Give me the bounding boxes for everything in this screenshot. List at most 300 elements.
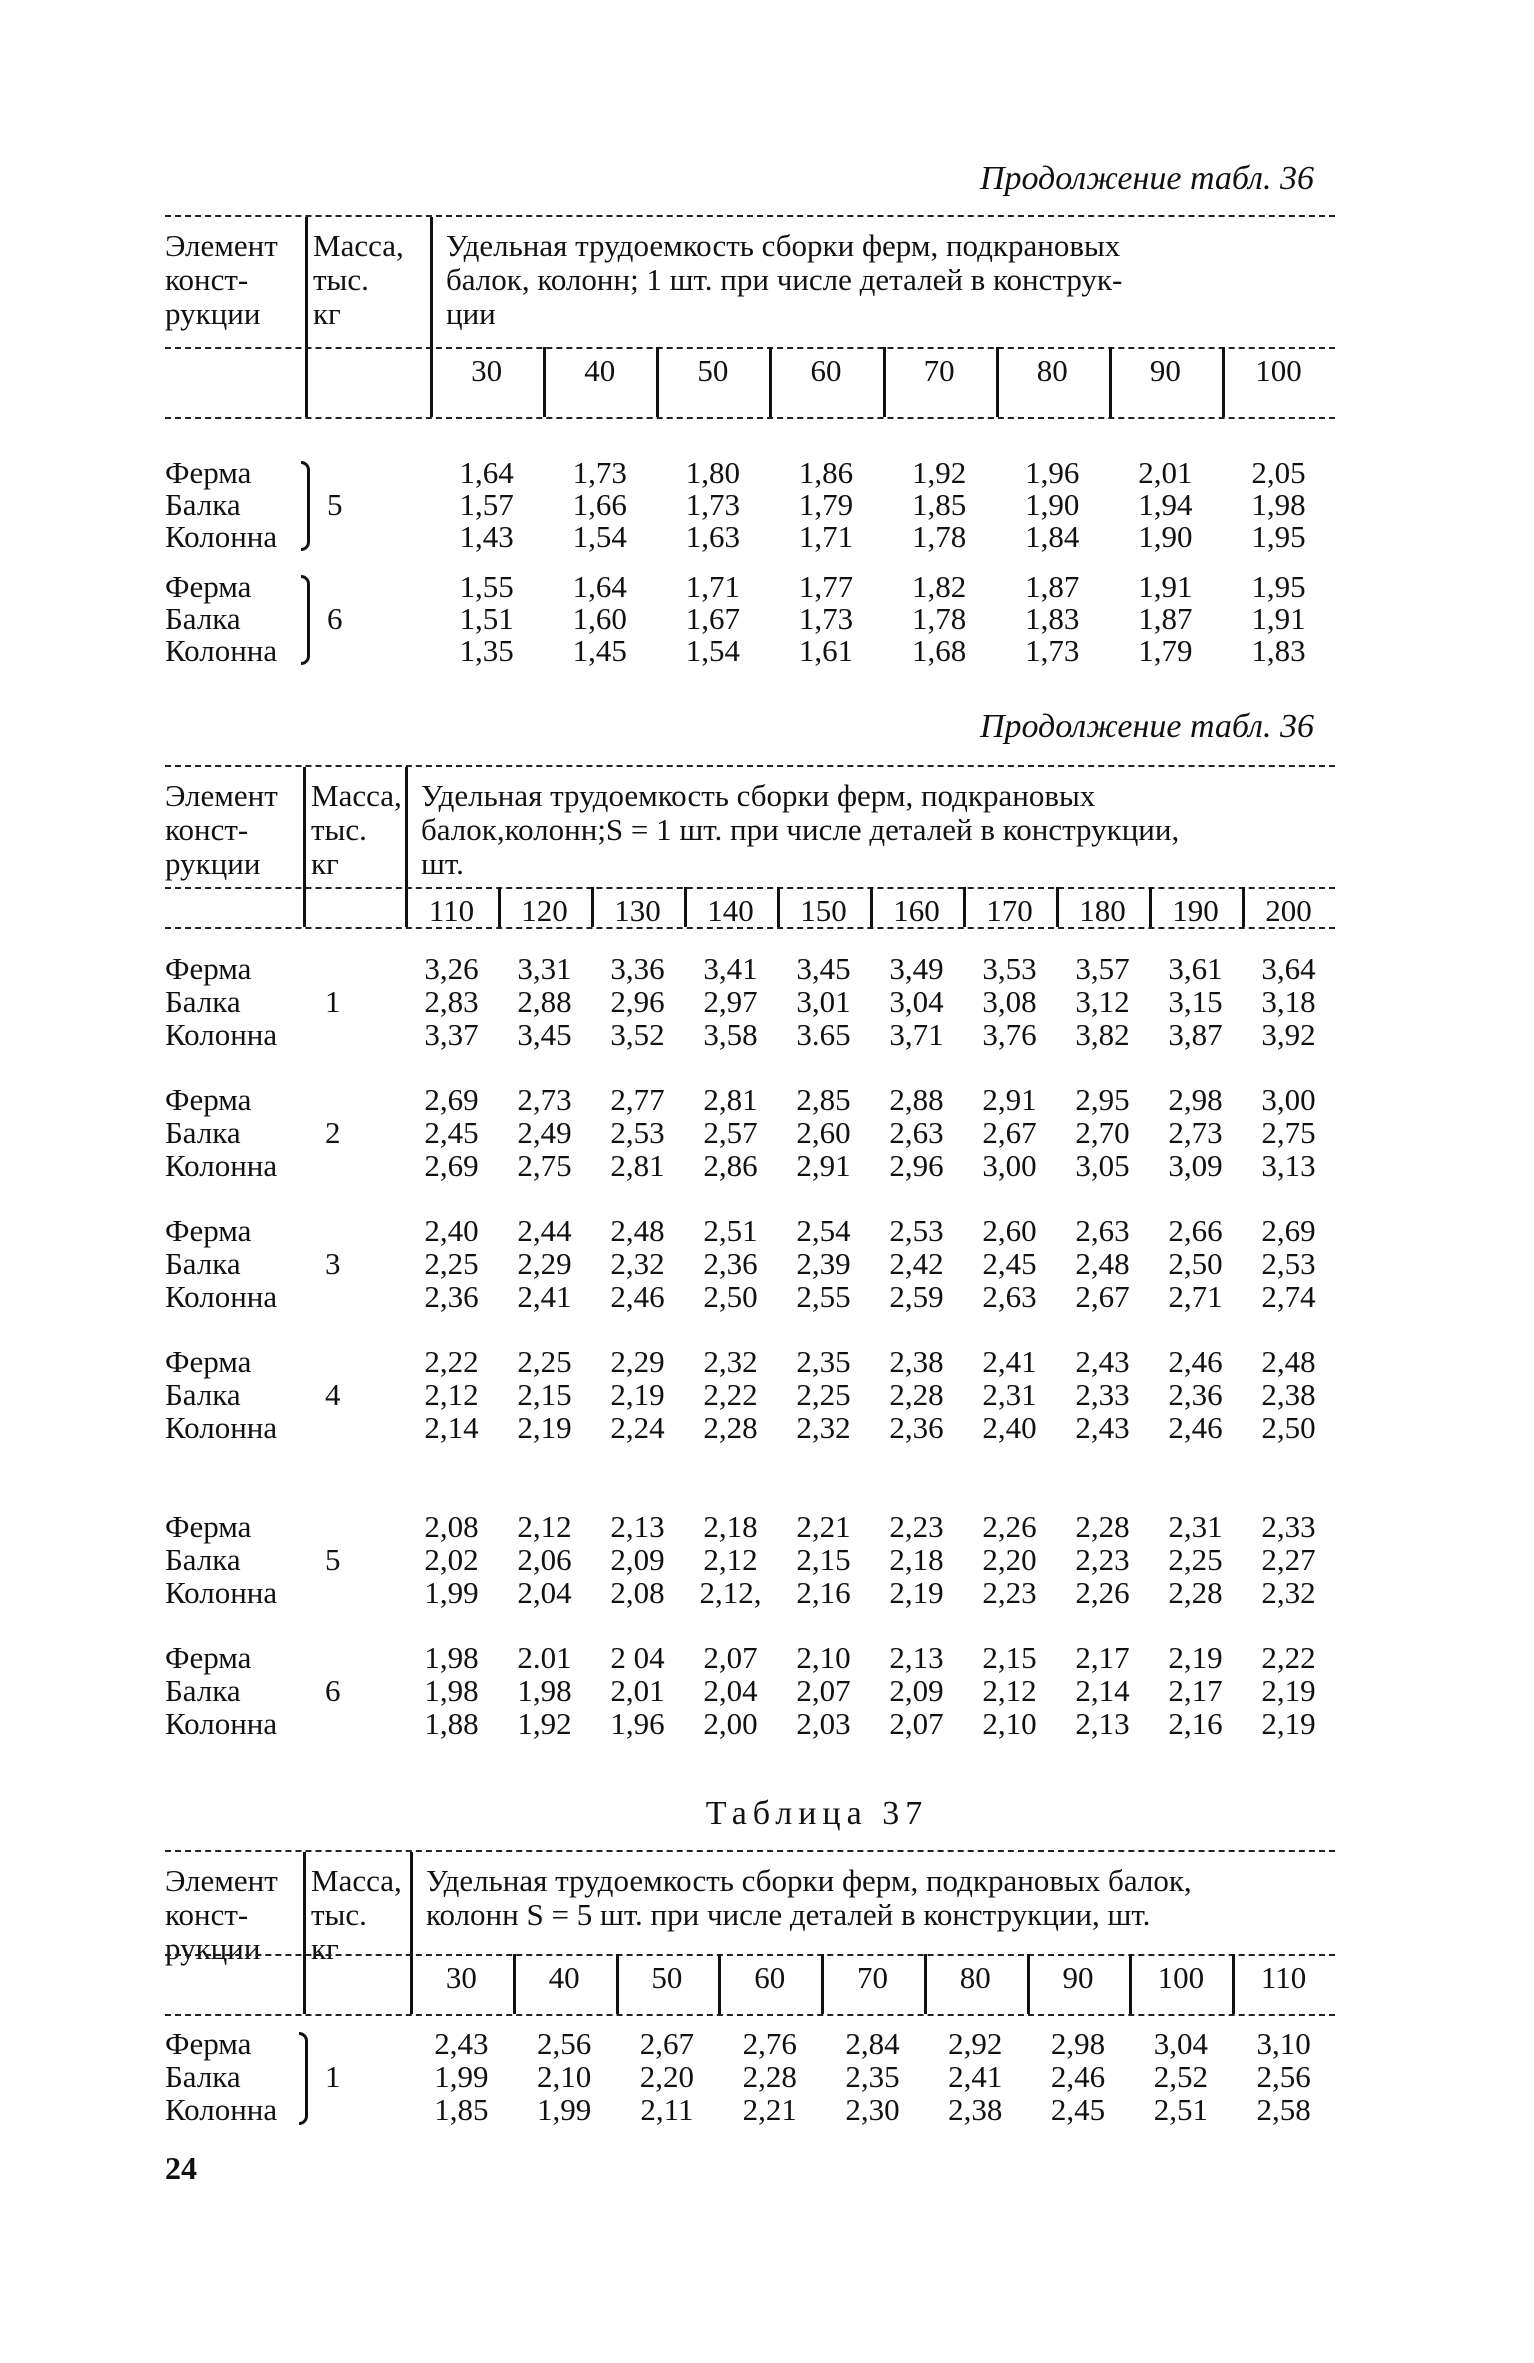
cell-value: 2,28 (703, 1410, 758, 1445)
table-row (165, 1544, 1335, 1577)
cell-value: 3,45 (796, 951, 851, 986)
cell-value: 2,52 (1153, 2059, 1208, 2094)
cell-value: 2,38 (948, 2092, 1003, 2127)
cell-value: 1,85 (911, 487, 967, 522)
element-name: Балка (165, 1246, 241, 1281)
cell-value: 2,14 (424, 1410, 479, 1445)
cell-value: 2,46 (1168, 1410, 1223, 1445)
cell-value: 2,40 (982, 1410, 1037, 1445)
count-header-cell (405, 893, 498, 929)
cell-value: 2,48 (1075, 1246, 1130, 1281)
cell-value: 2,48 (1261, 1344, 1316, 1379)
cell-value: 2,13 (889, 1640, 944, 1675)
table-row (165, 1708, 1335, 1741)
count-divider (1149, 887, 1152, 927)
cell-value: 2.01 (517, 1640, 572, 1675)
cell-value: 2,12 (424, 1377, 479, 1412)
cell-value: 2,19 (889, 1575, 944, 1610)
header-element-line: конст- (165, 262, 249, 297)
cell-value: 3,15 (1168, 984, 1223, 1019)
cell-value: 2,41 (982, 1344, 1037, 1379)
cell-value: 2,91 (796, 1148, 851, 1183)
element-name: Балка (165, 984, 241, 1019)
cell-value: 2,98 (1168, 1082, 1223, 1117)
header-description-line: колонн S = 5 шт. при числе деталей в конструкции, шт. (426, 1897, 1151, 1932)
cell-value: 3,82 (1075, 1017, 1130, 1052)
cell-value: 1,87 (1138, 601, 1193, 636)
header-description-line: шт. (421, 846, 464, 881)
count-header-value: 180 (1079, 893, 1126, 928)
cell-value: 3,52 (610, 1017, 665, 1052)
cell-value: 2,98 (1050, 2026, 1106, 2061)
cell-value: 2,42 (889, 1246, 944, 1281)
table-row (165, 2028, 1335, 2061)
cell-value: 2,21 (796, 1509, 851, 1544)
cell-value: 3,64 (1261, 951, 1316, 986)
header-element-line: рукции (165, 846, 261, 881)
cell-value: 2,49 (517, 1115, 572, 1150)
element-name: Колонна (165, 1148, 278, 1183)
cell-value: 1,61 (798, 633, 854, 668)
cell-value: 2,69 (1261, 1213, 1316, 1248)
cell-value: 2,29 (610, 1344, 665, 1379)
count-header-value: 130 (614, 893, 661, 928)
cell-value: 2,25 (424, 1246, 479, 1281)
group-brace (299, 2032, 308, 2125)
cell-value: 2,19 (610, 1377, 665, 1412)
cell-value: 2,81 (703, 1082, 758, 1117)
cell-value: 2,96 (610, 984, 665, 1019)
cell-value: 2,69 (424, 1082, 479, 1117)
element-name: Балка (165, 487, 241, 522)
cell-value: 2,10 (796, 1640, 851, 1675)
cell-value: 3,49 (889, 951, 944, 986)
count-header-value: 90 (1062, 1960, 1094, 1995)
mass-value: 5 (325, 1542, 341, 1577)
cell-value: 2,07 (703, 1640, 758, 1675)
cell-value: 2,56 (1256, 2059, 1311, 2094)
cell-value: 1,78 (911, 601, 967, 636)
count-header-value: 30 (445, 1960, 477, 1995)
header-mass-line: Масса, (311, 1863, 402, 1898)
header-mass-line: Масса, (311, 778, 402, 813)
count-divider (870, 887, 873, 927)
header-count-row (165, 1954, 1335, 1956)
count-header-value: 70 (856, 1960, 888, 1995)
element-name: Колонна (165, 2092, 278, 2127)
cell-value: 2,59 (889, 1279, 944, 1314)
header-mass-line: тыс. (311, 1897, 367, 1932)
cell-value: 2,18 (889, 1542, 944, 1577)
table-row (165, 1084, 1335, 1117)
cell-value: 1,92 (911, 455, 967, 490)
cell-value: 2,35 (796, 1344, 851, 1379)
count-header-value: 190 (1172, 893, 1219, 928)
count-header-cell (1242, 893, 1335, 929)
header-mass-line: тыс. (313, 262, 369, 297)
cell-value: 3,61 (1168, 951, 1223, 986)
element-name: Колонна (165, 1279, 278, 1314)
header-description-line: Удельная трудоемкость сборки ферм, подкрановых балок, (426, 1863, 1192, 1898)
count-divider (821, 1954, 824, 2014)
count-header-value: 110 (1260, 1960, 1307, 1995)
cell-value: 2,75 (1261, 1115, 1316, 1150)
count-header-cell (513, 1960, 616, 1996)
count-header-value: 150 (800, 893, 847, 928)
table-row (165, 571, 1335, 604)
cell-value: 2,07 (889, 1706, 944, 1741)
count-header-cell (430, 353, 543, 389)
header-element (165, 1864, 278, 1966)
cell-value: 2,13 (1075, 1706, 1130, 1741)
element-name: Балка (165, 1542, 241, 1577)
cell-value: 2,33 (1261, 1509, 1316, 1544)
cell-value: 2,35 (845, 2059, 900, 2094)
cell-value: 1,79 (798, 487, 854, 522)
cell-value: 2,19 (1168, 1640, 1223, 1675)
cell-value: 2,44 (517, 1213, 572, 1248)
cell-value: 2,91 (982, 1082, 1037, 1117)
count-header-cell (777, 893, 870, 929)
cell-value: 3,10 (1256, 2026, 1311, 2061)
group-brace (301, 575, 310, 665)
cell-value: 2,60 (982, 1213, 1037, 1248)
element-name: Колонна (165, 1410, 278, 1445)
cell-value: 2,25 (1168, 1542, 1223, 1577)
cell-value: 2,38 (889, 1344, 944, 1379)
cell-value: 2,22 (424, 1344, 479, 1379)
cell-value: 2,75 (517, 1148, 572, 1183)
cell-value: 3,01 (796, 984, 851, 1019)
cell-value: 2,74 (1261, 1279, 1316, 1314)
count-header-value: 140 (707, 893, 754, 928)
count-header-cell (1129, 1960, 1232, 1996)
cell-value: 2,16 (1168, 1706, 1223, 1741)
cell-value: 2,29 (517, 1246, 572, 1281)
cell-value: 2,04 (517, 1575, 572, 1610)
cell-value: 2,22 (703, 1377, 758, 1412)
count-header-cell (963, 893, 1056, 929)
cell-value: 2,67 (982, 1115, 1037, 1150)
cell-value: 2,73 (1168, 1115, 1223, 1150)
header-mass (311, 1864, 402, 1966)
cell-value: 3,31 (517, 951, 572, 986)
cell-value: 2,51 (1153, 2092, 1208, 2127)
table-row (165, 2094, 1335, 2127)
cell-value: 1,82 (911, 569, 967, 604)
cell-value: 2,53 (1261, 1246, 1316, 1281)
header-element-line: конст- (165, 812, 249, 847)
cell-value: 2,01 (610, 1673, 665, 1708)
element-name: Ферма (165, 1509, 252, 1544)
cell-value: 2,20 (639, 2059, 695, 2094)
count-header-cell (1109, 353, 1222, 389)
cell-value: 1,63 (685, 519, 740, 554)
count-header-cell (924, 1960, 1027, 1996)
count-header-value: 170 (986, 893, 1033, 928)
cell-value: 1,96 (610, 1706, 665, 1741)
cell-value: 2,19 (1261, 1706, 1316, 1741)
cell-value: 3,92 (1261, 1017, 1316, 1052)
count-header-cell (883, 353, 996, 389)
table-row (165, 1150, 1335, 1183)
cell-value: 2,15 (982, 1640, 1037, 1675)
cell-value: 2,63 (889, 1115, 944, 1150)
mass-value: 2 (325, 1115, 341, 1150)
table-row (165, 1215, 1335, 1248)
cell-value: 2,23 (889, 1509, 944, 1544)
header-count-row (165, 347, 1335, 349)
count-divider (1056, 887, 1059, 927)
count-header-cell (616, 1960, 719, 1996)
count-header-value: 60 (810, 353, 842, 388)
cell-value: 2,13 (610, 1509, 665, 1544)
table-row (165, 1248, 1335, 1281)
cell-value: 3,45 (517, 1017, 572, 1052)
element-name: Балка (165, 1673, 241, 1708)
cell-value: 1,73 (798, 601, 854, 636)
header-element (165, 229, 278, 331)
table-row (165, 953, 1335, 986)
table-header (165, 1850, 1335, 2016)
page-number: 24 (165, 2150, 197, 2186)
cell-value: 2,31 (1168, 1509, 1223, 1544)
element-name: Ферма (165, 2026, 252, 2061)
count-header-value: 60 (754, 1960, 786, 1995)
cell-value: 1,57 (459, 487, 514, 522)
count-header-value: 90 (1149, 353, 1181, 388)
header-element-line: конст- (165, 1897, 249, 1932)
element-name: Колонна (165, 1017, 278, 1052)
cell-value: 1,73 (685, 487, 740, 522)
cell-value: 2,53 (889, 1213, 944, 1248)
table-row (165, 1675, 1335, 1708)
cell-value: 2,15 (796, 1542, 851, 1577)
caption-continued-2: Продолжение табл. 36 (979, 708, 1314, 745)
cell-value: 2,66 (1168, 1213, 1223, 1248)
cell-value: 1,98 (517, 1673, 572, 1708)
cell-value: 3,36 (610, 951, 665, 986)
cell-value: 2,51 (703, 1213, 758, 1248)
cell-value: 2,50 (1261, 1410, 1316, 1445)
cell-value: 3,18 (1261, 984, 1316, 1019)
cell-value: 3.65 (796, 1017, 851, 1052)
cell-value: 2,17 (1168, 1673, 1223, 1708)
cell-value: 1,73 (1025, 633, 1080, 668)
group-brace (301, 461, 310, 551)
header-mass (313, 229, 404, 331)
cell-value: 2,77 (610, 1082, 665, 1117)
header-element-line: Элемент (165, 228, 278, 263)
element-name: Балка (165, 601, 241, 636)
header-description-line: балок, колонн; 1 шт. при числе деталей в конструк- (446, 262, 1123, 297)
element-name: Ферма (165, 455, 252, 490)
header-description-line: балок,колонн;S = 1 шт. при числе деталей в конструкции, (421, 812, 1180, 847)
cell-value: 2,20 (982, 1542, 1037, 1577)
table-row (165, 1577, 1335, 1610)
cell-value: 2,57 (703, 1115, 758, 1150)
cell-value: 2,73 (517, 1082, 572, 1117)
cell-value: 2,36 (424, 1279, 479, 1314)
cell-value: 1,78 (911, 519, 967, 554)
cell-value: 1,91 (1251, 601, 1306, 636)
count-divider (1027, 1954, 1030, 2014)
table-row (165, 2061, 1335, 2094)
table-36-part-1 (165, 215, 1335, 668)
cell-value: 2,53 (610, 1115, 665, 1150)
cell-value: 2,50 (703, 1279, 758, 1314)
cell-value: 2,38 (1261, 1377, 1316, 1412)
table-row (165, 521, 1335, 554)
cell-value: 2,32 (610, 1246, 665, 1281)
cell-value: 1,92 (517, 1706, 572, 1741)
count-divider (996, 347, 999, 417)
cell-value: 1,68 (911, 633, 967, 668)
mass-value: 6 (325, 1673, 341, 1708)
cell-value: 3,05 (1075, 1148, 1130, 1183)
table-row (165, 1346, 1335, 1379)
cell-value: 2,01 (1138, 455, 1193, 490)
column-divider (305, 217, 308, 417)
cell-value: 2,24 (610, 1410, 665, 1445)
cell-value: 1,83 (1025, 601, 1080, 636)
cell-value: 3,53 (982, 951, 1037, 986)
count-header-cell (1222, 353, 1335, 389)
cell-value: 1,90 (1025, 487, 1080, 522)
cell-value: 2,40 (424, 1213, 479, 1248)
count-header-cell (498, 893, 591, 929)
cell-value: 2,18 (703, 1509, 758, 1544)
cell-value: 2,09 (889, 1673, 944, 1708)
cell-value: 2,67 (1075, 1279, 1130, 1314)
count-header-cell (718, 1960, 821, 1996)
cell-value: 2,25 (517, 1344, 572, 1379)
cell-value: 1,64 (572, 569, 627, 604)
count-divider (684, 887, 687, 927)
element-name: Ферма (165, 951, 252, 986)
cell-value: 2,17 (1075, 1640, 1130, 1675)
cell-value: 1,91 (1138, 569, 1193, 604)
count-divider (656, 347, 659, 417)
header-mass-line: кг (313, 296, 341, 331)
cell-value: 1,77 (798, 569, 854, 604)
cell-value: 2,50 (1168, 1246, 1223, 1281)
cell-value: 2,28 (889, 1377, 944, 1412)
count-header-cell (870, 893, 963, 929)
cell-value: 2,10 (982, 1706, 1037, 1741)
table-row (165, 1117, 1335, 1150)
header-description (446, 229, 1335, 331)
cell-value: 2,95 (1075, 1082, 1130, 1117)
count-header-cell (591, 893, 684, 929)
cell-value: 2,43 (434, 2026, 489, 2061)
cell-value: 2,08 (424, 1509, 479, 1544)
header-element-line: Элемент (165, 778, 278, 813)
count-divider (963, 887, 966, 927)
cell-value: 2,92 (948, 2026, 1003, 2061)
header-description (421, 779, 1335, 881)
cell-value: 2,63 (982, 1279, 1037, 1314)
cell-value: 1,71 (685, 569, 740, 604)
cell-value: 2,25 (796, 1377, 851, 1412)
cell-value: 2,76 (742, 2026, 797, 2061)
cell-value: 2,48 (610, 1213, 665, 1248)
cell-value: 2,12 (703, 1542, 758, 1577)
cell-value: 2,08 (610, 1575, 665, 1610)
cell-value: 2,86 (703, 1148, 758, 1183)
cell-value: 2,60 (796, 1115, 851, 1150)
cell-value: 2,41 (517, 1279, 572, 1314)
count-divider (1129, 1954, 1132, 2014)
cell-value: 2,32 (796, 1410, 851, 1445)
header-element (165, 779, 278, 881)
cell-value: 1,86 (798, 455, 854, 490)
cell-value: 2,04 (703, 1673, 758, 1708)
count-header-value: 200 (1265, 893, 1312, 928)
element-name: Балка (165, 2059, 241, 2094)
count-divider (883, 347, 886, 417)
cell-value: 1,51 (459, 601, 514, 636)
cell-value: 2,84 (845, 2026, 900, 2061)
cell-value: 1,67 (685, 601, 740, 636)
cell-value: 2,83 (424, 984, 479, 1019)
count-header-cell (769, 353, 882, 389)
mass-value: 3 (325, 1246, 341, 1281)
cell-value: 2,30 (845, 2092, 900, 2127)
table-row (165, 1511, 1335, 1544)
cell-value: 2,96 (889, 1148, 944, 1183)
cell-value: 2,46 (610, 1279, 665, 1314)
header-count-row (165, 887, 1335, 889)
cell-value: 1,73 (572, 455, 627, 490)
header-element-line: рукции (165, 1931, 261, 1966)
cell-value: 2,97 (703, 984, 758, 1019)
cell-value: 1,90 (1138, 519, 1193, 554)
cell-value: 1,79 (1138, 633, 1193, 668)
cell-value: 2,46 (1050, 2059, 1106, 2094)
element-name: Колонна (165, 633, 278, 668)
table-row (165, 1412, 1335, 1445)
cell-value: 2,32 (1261, 1575, 1316, 1610)
count-header-cell (1232, 1960, 1335, 1996)
count-header-value: 50 (697, 353, 729, 388)
cell-value: 1,83 (1251, 633, 1306, 668)
cell-value: 3,00 (982, 1148, 1037, 1183)
cell-value: 2,26 (1075, 1575, 1130, 1610)
cell-value: 1,98 (424, 1673, 479, 1708)
header-description-line: Удельная трудоемкость сборки ферм, подкрановых (446, 228, 1121, 263)
cell-value: 3,76 (982, 1017, 1037, 1052)
cell-value: 2,22 (1261, 1640, 1316, 1675)
cell-value: 3,57 (1075, 951, 1130, 986)
count-header-value: 30 (471, 353, 503, 388)
cell-value: 2,11 (640, 2092, 694, 2127)
cell-value: 2,55 (796, 1279, 851, 1314)
cell-value: 2,45 (982, 1246, 1037, 1281)
table-header (165, 215, 1335, 419)
cell-value: 1,84 (1025, 519, 1080, 554)
cell-value: 2,36 (889, 1410, 944, 1445)
cell-value: 1,95 (1251, 569, 1306, 604)
count-divider (924, 1954, 927, 2014)
mass-value: 6 (327, 601, 343, 636)
cell-value: 2,45 (1050, 2092, 1106, 2127)
count-header-value: 100 (1255, 353, 1302, 388)
header-mass-line: кг (311, 846, 339, 881)
count-header-cell (1149, 893, 1242, 929)
cell-value: 3,37 (424, 1017, 479, 1052)
table-row (165, 635, 1335, 668)
